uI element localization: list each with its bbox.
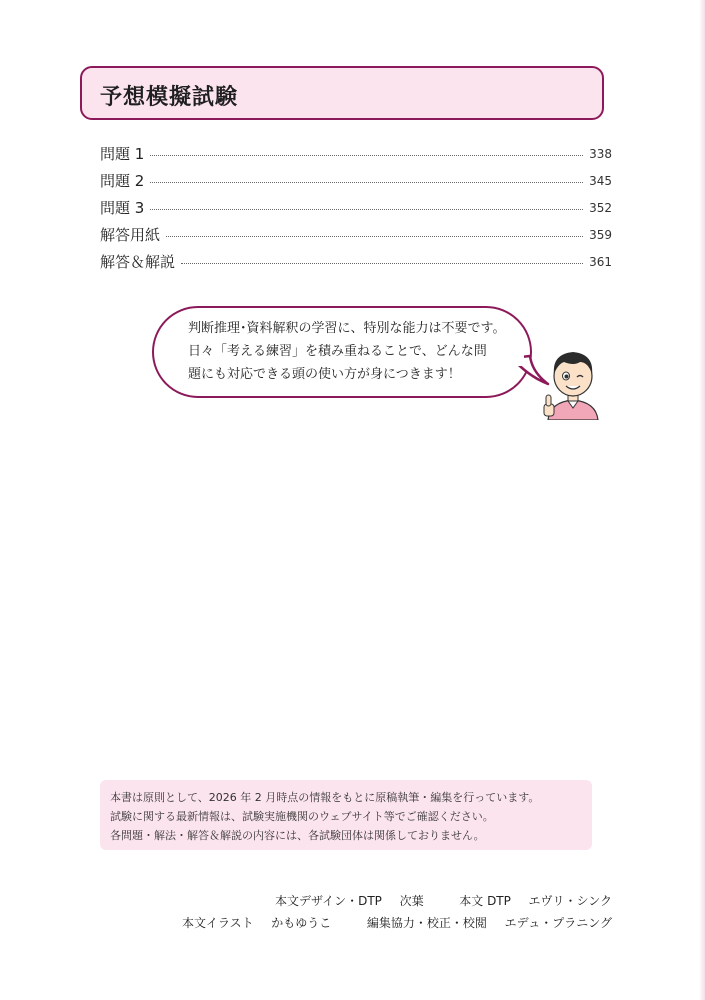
toc-entry-answers-explanations[interactable] [100,248,612,275]
speech-bubble-text [188,317,518,386]
toc-label: 問題 3 [100,199,145,217]
section-title: 予想模擬試験 [100,85,239,110]
credit-name: かもゆうこ [271,916,332,930]
credit-row [182,890,612,912]
credit-role: 本文デザイン・DTP [274,894,382,908]
credit-role: 本文 DTP [459,894,511,908]
leader-dots [166,236,583,237]
section-header [80,66,604,120]
toc-page-number: 345 [589,173,612,188]
table-of-contents [100,140,612,275]
toc-page-number: 361 [589,254,612,269]
credit-role: 編集協力・校正・校閲 [366,916,487,930]
speech-line: 題にも対応できる頭の使い方が身につきます！ [188,367,461,382]
credit-name: エヴリ・シンク [528,894,612,908]
notice-line: 試験に関する最新情報は、試験実施機関のウェブサイト等でご確認ください。 [110,810,494,823]
toc-entry-answer-sheet[interactable] [100,221,612,248]
page-edge-decoration [699,0,705,1000]
toc-label: 解答用紙 [100,226,161,244]
toc-label: 解答＆解説 [100,253,176,271]
toc-page-number: 352 [589,200,612,215]
toc-entry-problem-1[interactable] [100,140,612,167]
speech-line: 日々「考える練習」を積み重ねることで、どんな問 [188,344,487,359]
credits [182,890,612,934]
toc-entry-problem-3[interactable] [100,194,612,221]
toc-page-number: 338 [589,146,612,161]
credit-name: 次葉 [399,894,424,908]
leader-dots [150,155,583,156]
leader-dots [150,182,583,183]
toc-label: 問題 2 [100,172,145,190]
speech-line: 判断推理･資料解釈の学習に、特別な能力は不要です。 [188,321,506,336]
credit-name: エデュ・プラニング [504,916,612,930]
smiling-man-thumbs-up-icon [538,340,608,420]
toc-page-number: 359 [589,227,612,242]
leader-dots [150,209,583,210]
toc-entry-problem-2[interactable] [100,167,612,194]
disclaimer-notice [100,780,592,850]
leader-dots [181,263,583,264]
notice-line: 本書は原則として、2026 年 2 月時点の情報をもとに原稿執筆・編集を行っています。 [110,791,540,804]
credit-role: 本文イラスト [181,916,254,930]
credit-row [182,912,612,934]
toc-label: 問題 1 [100,145,145,163]
notice-line: 各問題・解法・解答＆解説の内容には、各試験団体は関係しておりません。 [110,829,485,842]
